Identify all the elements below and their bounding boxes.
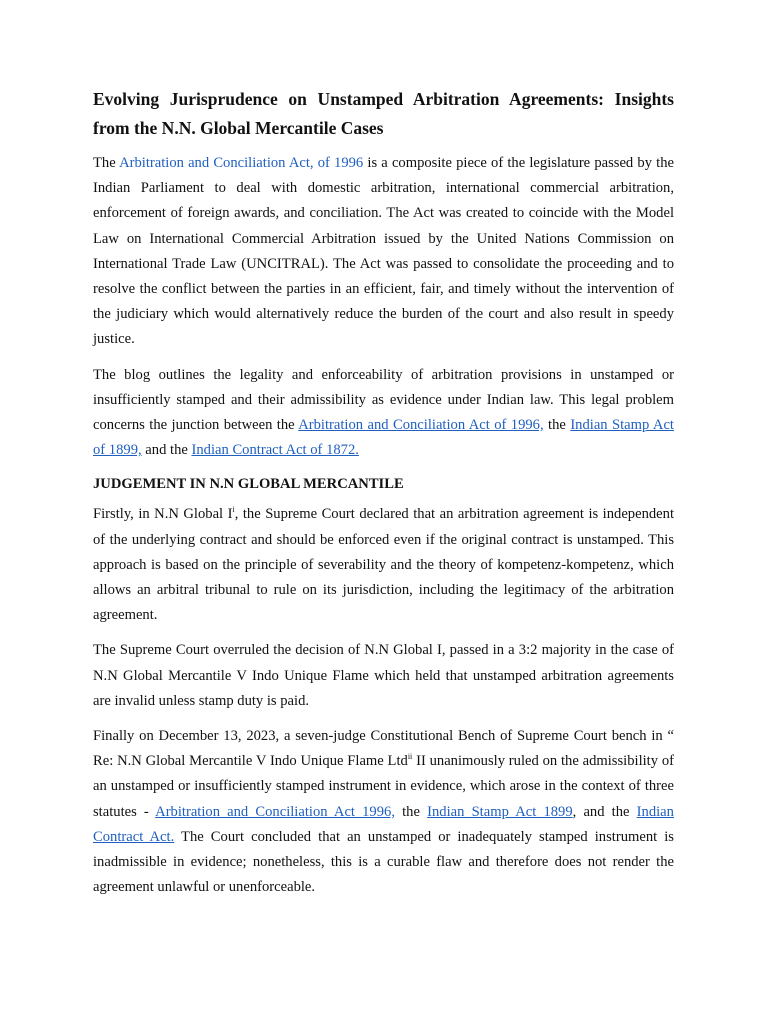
- link-arbitration-act-1996[interactable]: Arbitration and Conciliation Act of 1996,: [298, 417, 544, 434]
- paragraph-constitution-bench: [93, 724, 674, 900]
- text: the: [543, 417, 571, 434]
- text: II unanimously ruled on the admissibility of an unstamped or insufficiently stamped instrument in evidence, which arose in the context of three statutes -: [93, 753, 674, 820]
- link-indian-contract-act[interactable]: Indian Contract Act.: [93, 803, 674, 845]
- paragraph-overruled: [93, 638, 674, 714]
- text: , the Supreme Court declared that an arbitration agreement is independent of the underlying contract and should be enforced even if the original contract is unstamped. This approach is based on the principle of severability and the theory of kompetenz-kompetenz, which allows an arbitral tribunal to rule on its jurisdiction, including the legitimacy of the arbitration agreement.: [93, 506, 674, 624]
- footnote-marker[interactable]: i: [232, 505, 235, 515]
- link-indian-stamp-act-1899[interactable]: Indian Stamp Act 1899: [427, 803, 573, 820]
- text: The Supreme Court overruled the decision of N.N Global I, passed in a 3:2 majority in the case of N.N Global Mercantile V Indo Unique Flame which held that unstamped arbitration agreements are invalid unless stamp duty is paid.: [93, 642, 674, 709]
- footnote-marker[interactable]: ii: [407, 752, 413, 762]
- text: The: [93, 155, 120, 171]
- text: is a composite piece of the legislature passed by the Indian Parliament to deal with domestic arbitration, international commercial arbitration, enforcement of foreign awards, and conciliation. The Act was created to coincide with the Model Law on International Commercial Arbitration issued by the United Nations Commission on International Trade Law (UNCITRAL). The Act was passed to consolidate the proceeding and to resolve the conflict between the parties in an efficient, fair, and timely without the intervention of the judiciary which would alternatively reduce the burden of the court and also result in speedy justice.: [93, 155, 674, 348]
- paragraph-nn-global-one: [93, 502, 674, 628]
- text: , and the: [572, 803, 637, 820]
- paragraph-blog-outline: [93, 363, 674, 464]
- text: the: [394, 803, 428, 820]
- text: Firstly, in N.N Global I: [93, 506, 233, 523]
- article-title: Evolving Jurisprudence on Unstamped Arbitration Agreements: Insights from the N.N. Global Mercantile Cases: [93, 89, 674, 138]
- text: The blog outlines the legality and enforceability of arbitration provisions in unstamped or insufficiently stamped and their admissibility as evidence under Indian law. This legal problem concerns the junction between the: [93, 366, 674, 434]
- link-indian-stamp-act-1899[interactable]: Indian Stamp Act of 1899,: [93, 417, 674, 459]
- link-arbitration-act-1996[interactable]: Arbitration and Conciliation Act 1996,: [155, 803, 395, 820]
- link-indian-contract-act-1872[interactable]: Indian Contract Act of 1872.: [191, 442, 359, 459]
- link-arbitration-act-1996[interactable]: Arbitration and Conciliation Act, of 1996: [119, 155, 364, 171]
- article-body: [93, 85, 674, 910]
- section-heading: JUDGEMENT IN N.N GLOBAL MERCANTILE: [93, 476, 404, 493]
- text: Finally on December 13, 2023, a seven-judge Constitutional Bench of Supreme Court bench in “ Re: N.N Global Mercantile V Indo Unique Flame Ltd: [93, 728, 674, 770]
- text: and the: [141, 442, 192, 459]
- text: The Court concluded that an unstamped or inadequately stamped instrument is inadmissible in evidence; nonetheless, this is a curable flaw and therefore does not render the agreement unlawful or unenforceable.: [93, 828, 674, 896]
- paragraph-intro: [93, 151, 674, 353]
